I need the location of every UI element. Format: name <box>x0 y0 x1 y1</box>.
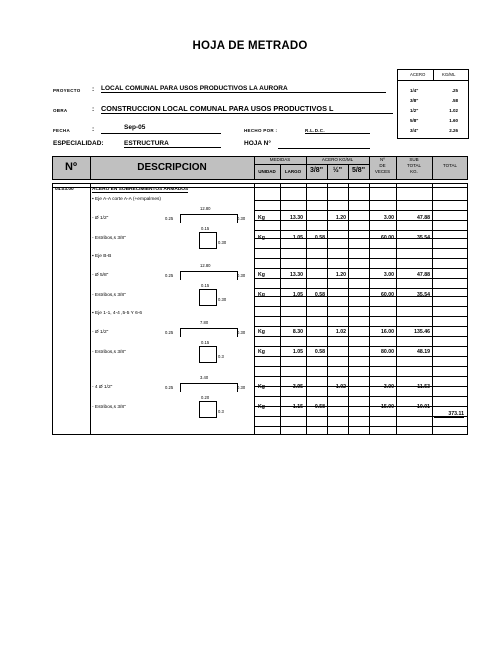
bar-shape <box>180 383 238 392</box>
item-description: - Ø 1/2" <box>92 330 109 335</box>
col-total: TOTAL <box>442 163 458 168</box>
col-acero: ACERO KG/ML <box>321 157 354 162</box>
proyecto-value: LOCAL COMUNAL PARA USOS PRODUCTIVOS LA AURORA <box>101 85 386 93</box>
stirrup-height: 0.30 <box>218 240 227 245</box>
veces-cell: 3.00 <box>383 384 394 390</box>
row-divider <box>254 278 468 279</box>
bar-left-dim: 0.25 <box>165 216 174 221</box>
row-divider <box>254 316 468 317</box>
acero-38-cell: 0.58 <box>314 235 325 241</box>
stirrup-shape <box>199 232 217 249</box>
hecho-label: HECHO POR : <box>244 128 278 133</box>
acero-12-cell: 1.20 <box>335 215 346 221</box>
row-divider <box>254 376 468 377</box>
veces-cell: 3.00 <box>383 272 394 278</box>
subtotal-cell: 10.01 <box>417 404 430 410</box>
stirrup-width: 0.15 <box>201 340 210 345</box>
largo-cell: 13.30 <box>290 272 303 278</box>
largo-cell: 13.30 <box>290 215 303 221</box>
item-description: - 4 Ø 1/2" <box>92 385 113 390</box>
row-divider <box>254 258 468 259</box>
bar-right-dim: 0.30 <box>237 330 246 335</box>
section-code: 04.03.00 <box>55 187 74 192</box>
col-descripcion: DESCRIPCION <box>137 162 207 173</box>
hecho-value: R.L.D.C. <box>305 128 370 134</box>
steel-weight-table: ACERO KG/ML 1/4" .25 3/8" .58 1/2" 1.02 5/8" 1.60 3/4" 2.26 <box>397 69 469 139</box>
unit-cell: Kg <box>258 404 265 410</box>
item-description: - Estribos,s 3/8" <box>92 236 126 241</box>
unit-cell: Kg <box>258 272 265 278</box>
unit-cell: Kg <box>258 235 265 241</box>
largo-cell: 1.05 <box>292 235 303 241</box>
grand-total: 373.11 <box>434 411 464 418</box>
bar-left-dim: 0.25 <box>165 273 174 278</box>
col-a58: 5/8" <box>351 167 366 174</box>
especialidad-value: ESTRUCTURA <box>124 140 221 148</box>
bar-length: 3.40 <box>200 375 209 380</box>
veces-cell: 60.00 <box>381 235 394 241</box>
obra-colon: : <box>92 106 95 113</box>
subtotal-cell: 35.54 <box>417 292 430 298</box>
item-description: - Ø 5/8" <box>92 273 109 278</box>
page-title: HOJA DE METRADO <box>192 40 308 52</box>
unit-cell: Kg <box>258 292 265 298</box>
bar-length: 12.80 <box>200 206 211 211</box>
item-description: - Estribos,s 3/8" <box>92 293 126 298</box>
col-largo: LARGO <box>284 169 302 174</box>
stirrup-width: 0.15 <box>201 283 210 288</box>
acero-38-cell: 0.58 <box>314 349 325 355</box>
stirrup-width: 0.20 <box>201 395 210 400</box>
unit-cell: Kg <box>258 384 265 390</box>
stirrup-height: 0.3 <box>218 409 224 414</box>
acero-12-cell: 1.02 <box>335 384 346 390</box>
fecha-value: Sep-05 <box>124 124 146 131</box>
acero-38-cell: 0.58 <box>314 292 325 298</box>
row-divider <box>254 366 468 367</box>
row-divider <box>254 336 468 337</box>
unit-cell: Kg <box>258 215 265 221</box>
acero-12-cell: 1.20 <box>335 272 346 278</box>
bar-left-dim: 0.25 <box>165 330 174 335</box>
especialidad-label: ESPECIALIDAD: <box>53 140 104 147</box>
stirrup-shape <box>199 289 217 306</box>
row-divider <box>254 426 468 427</box>
row-divider <box>254 288 468 289</box>
subtotal-cell: 35.54 <box>417 235 430 241</box>
subtotal-cell: 11.53 <box>417 384 430 390</box>
steel-col-acero: ACERO <box>410 72 426 77</box>
stirrup-height: 0.30 <box>218 297 227 302</box>
row-divider <box>254 306 468 307</box>
stirrup-width: 0.15 <box>201 226 210 231</box>
row-divider <box>254 268 468 269</box>
row-divider <box>254 326 468 327</box>
subtotal-cell: 48.19 <box>417 349 430 355</box>
subtotal-cell: 47.88 <box>417 272 430 278</box>
subtotal-cell: 47.88 <box>417 215 430 221</box>
col-medidas: MEDIDAS <box>269 157 291 162</box>
obra-value: CONSTRUCCION LOCAL COMUNAL PARA USOS PRODUCTIVOS L <box>101 104 393 114</box>
bar-shape <box>180 328 238 337</box>
obra-label: OBRA <box>53 108 68 113</box>
section-title: ACERO EN SOBRECIMIENTOS ARMADOS <box>92 187 189 192</box>
bar-left-dim: 0.25 <box>165 385 174 390</box>
row-divider <box>254 396 468 397</box>
row-divider <box>254 346 468 347</box>
item-description: - Ø 1/2" <box>92 216 109 221</box>
item-description: ▪ Eje 1-1, 4-4 ,5-5 Y 6-6 <box>92 311 143 316</box>
acero-12-cell: 1.02 <box>335 329 346 335</box>
largo-cell: 1.05 <box>292 349 303 355</box>
col-a38: 3/8" <box>309 167 324 174</box>
bar-right-dim: 0.30 <box>237 385 246 390</box>
bar-length: 7.80 <box>200 320 209 325</box>
acero-38-cell: 0.58 <box>314 404 325 410</box>
row-divider <box>254 210 468 211</box>
bar-right-dim: 0.30 <box>237 273 246 278</box>
bar-length: 12.80 <box>200 263 211 268</box>
col-unidad: UNIDAD <box>258 169 276 174</box>
row-divider <box>254 230 468 231</box>
proyecto-colon: : <box>92 86 95 93</box>
largo-cell: 8.30 <box>292 329 303 335</box>
hoja-label: HOJA N° <box>244 140 271 147</box>
largo-cell: 1.05 <box>292 292 303 298</box>
bar-right-dim: 0.30 <box>237 216 246 221</box>
bar-shape <box>180 271 238 280</box>
unit-cell: Kg <box>258 349 265 355</box>
col-no: Nº <box>65 161 77 173</box>
col-a12: ½" <box>332 167 343 174</box>
veces-cell: 80.00 <box>381 349 394 355</box>
stirrup-height: 0.3 <box>218 354 224 359</box>
steel-col-kgml: KG/ML <box>442 72 456 77</box>
veces-cell: 60.00 <box>381 292 394 298</box>
veces-cell: 16.00 <box>381 329 394 335</box>
col-veces: Nº DE VECES <box>374 157 391 174</box>
veces-cell: 15.00 <box>381 404 394 410</box>
item-description: - Estribos,s 3/8" <box>92 405 126 410</box>
proyecto-label: PROYECTO <box>53 88 81 93</box>
subtotal-cell: 135.46 <box>414 329 430 335</box>
stirrup-shape <box>199 401 217 418</box>
item-description: ▪ Eje B-B <box>92 254 112 259</box>
largo-cell: 1.15 <box>292 404 303 410</box>
item-description: ▪ Eje A-A corte A-A (+empalmes) <box>92 197 162 202</box>
veces-cell: 3.00 <box>383 215 394 221</box>
fecha-label: FECHA <box>53 128 70 133</box>
fecha-colon: : <box>92 126 95 133</box>
bar-shape <box>180 214 238 223</box>
item-description: - Estribos,s 3/8" <box>92 350 126 355</box>
row-divider <box>254 356 468 357</box>
largo-cell: 3.95 <box>292 384 303 390</box>
stirrup-shape <box>199 346 217 363</box>
row-divider <box>254 248 468 249</box>
col-subtotal: SUB TOTAL KG. <box>406 157 422 174</box>
row-divider <box>254 200 468 201</box>
unit-cell: Kg <box>258 329 265 335</box>
